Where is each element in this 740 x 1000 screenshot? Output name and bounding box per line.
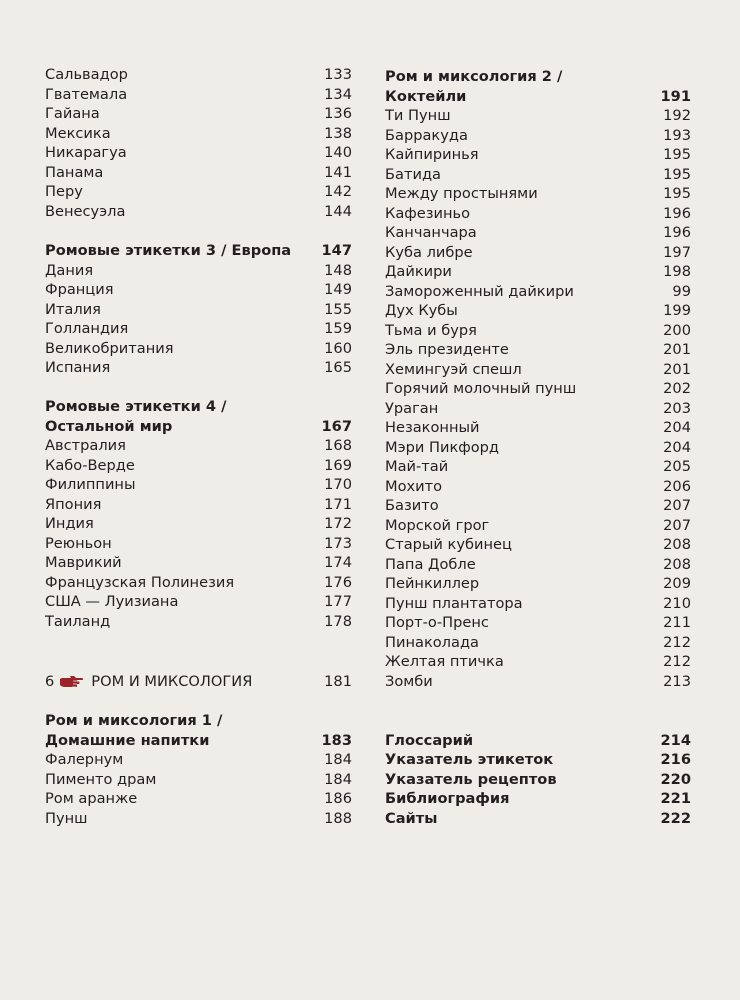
entry-title: Хемингуэй спешл [385, 361, 522, 378]
entry-page: 184 [324, 771, 352, 788]
entry-page: 222 [660, 810, 691, 827]
entry-title: Маврикий [45, 554, 122, 571]
toc-entry[interactable] [45, 750, 352, 770]
toc-section-heading-line1[interactable] [45, 711, 352, 731]
entry-page: 170 [324, 476, 352, 493]
toc-entry[interactable] [385, 613, 691, 633]
entry-title: Италия [45, 301, 101, 318]
entry-page: 165 [324, 359, 352, 376]
entry-title: Венесуэла [45, 203, 126, 220]
toc-entry[interactable] [45, 85, 352, 105]
entry-title: Кабо-Верде [45, 457, 135, 474]
entry-page: 205 [663, 458, 691, 475]
toc-entry[interactable] [45, 770, 352, 790]
entry-title: Барракуда [385, 127, 468, 144]
entry-title: США — Луизиана [45, 593, 179, 610]
entry-page: 209 [663, 575, 691, 592]
entry-title: Индия [45, 515, 94, 532]
toc-entry[interactable] [45, 475, 352, 495]
entry-title: Морской грог [385, 517, 490, 534]
toc-entry[interactable] [385, 652, 691, 672]
toc-backmatter-entry[interactable] [385, 731, 691, 751]
toc-section-heading-line2[interactable] [385, 87, 691, 107]
entry-page: 195 [663, 185, 691, 202]
toc-entry[interactable] [385, 496, 691, 516]
entry-title: Мохито [385, 478, 443, 495]
section-title: Остальной мир [45, 418, 173, 435]
toc-backmatter-entry[interactable] [385, 809, 691, 829]
toc-entry[interactable] [385, 321, 691, 341]
entry-page: 201 [663, 341, 691, 358]
entry-title: Франция [45, 281, 114, 298]
toc-entry[interactable] [385, 360, 691, 380]
toc-entry[interactable] [385, 594, 691, 614]
toc-entry[interactable] [45, 534, 352, 554]
entry-page: 176 [324, 574, 352, 591]
entry-page: 174 [324, 554, 352, 571]
toc-entry[interactable] [45, 436, 352, 456]
entry-page: 207 [663, 517, 691, 534]
section-page: 183 [321, 732, 352, 749]
entry-title: Кафезиньо [385, 205, 471, 222]
entry-page: 168 [324, 437, 352, 454]
entry-page: 133 [324, 66, 352, 83]
toc-entry[interactable] [385, 243, 691, 263]
toc-entry[interactable] [45, 809, 352, 829]
entry-title: Порт-о-Пренс [385, 614, 489, 631]
entry-title: Филиппины [45, 476, 136, 493]
entry-page: 207 [663, 497, 691, 514]
toc-entry[interactable] [385, 282, 691, 302]
entry-page: 212 [663, 634, 691, 651]
entry-title: Великобритания [45, 340, 174, 357]
entry-page: 173 [324, 535, 352, 552]
toc-entry[interactable] [385, 301, 691, 321]
entry-page: 193 [663, 127, 691, 144]
entry-title: Сальвадор [45, 66, 128, 83]
entry-page: 177 [324, 593, 352, 610]
toc-entry[interactable] [385, 145, 691, 165]
entry-page: 188 [324, 810, 352, 827]
entry-page: 178 [324, 613, 352, 630]
entry-title: Горячий молочный пунш [385, 380, 577, 397]
entry-page: 199 [663, 302, 691, 319]
entry-title: Пименто драм [45, 771, 157, 788]
toc-entry[interactable] [45, 514, 352, 534]
entry-page: 195 [663, 146, 691, 163]
entry-title: Папа Добле [385, 556, 476, 573]
toc-section-heading-line2[interactable] [45, 417, 352, 437]
entry-title: Старый кубинец [385, 536, 512, 553]
section-title: Ром и миксология 1 / [45, 712, 223, 729]
toc-entry[interactable] [45, 553, 352, 573]
entry-page: 197 [663, 244, 691, 261]
entry-title: Гватемала [45, 86, 128, 103]
pointing-hand-icon [59, 674, 85, 695]
entry-title: Никарагуа [45, 144, 127, 161]
entry-page: 204 [663, 439, 691, 456]
entry-title: Батида [385, 166, 441, 183]
entry-title: Замороженный дайкири [385, 283, 574, 300]
toc-entry[interactable] [385, 633, 691, 653]
toc-entry[interactable] [45, 358, 352, 378]
entry-title: Гайана [45, 105, 100, 122]
toc-entry[interactable] [385, 418, 691, 438]
toc-entry[interactable] [45, 612, 352, 632]
toc-entry[interactable] [45, 789, 352, 809]
entry-title: Эль президенте [385, 341, 509, 358]
toc-entry[interactable] [45, 495, 352, 515]
entry-page: 184 [324, 751, 352, 768]
entry-title: Зомби [385, 673, 433, 690]
section-title: Ром и миксология 2 / [385, 68, 563, 85]
entry-title: Тьма и буря [385, 322, 477, 339]
entry-title: Голландия [45, 320, 129, 337]
chapter-number: 6 [45, 673, 55, 690]
toc-section-heading-line1[interactable] [45, 397, 352, 417]
entry-page: 169 [324, 457, 352, 474]
section-title: Коктейли [385, 88, 467, 105]
entry-page: 216 [660, 751, 691, 768]
entry-title: Указатель этикеток [385, 751, 554, 768]
entry-page: 99 [672, 283, 691, 300]
toc-section-heading[interactable] [45, 241, 352, 261]
toc-section-heading-line1[interactable] [385, 67, 691, 87]
toc-entry[interactable] [385, 340, 691, 360]
toc-entry[interactable] [385, 106, 691, 126]
toc-backmatter-entry[interactable] [385, 770, 691, 790]
entry-title: Сайты [385, 810, 438, 827]
chapter-page: 181 [324, 673, 352, 690]
entry-title: Канчанчара [385, 224, 477, 241]
entry-title: Французская Полинезия [45, 574, 235, 591]
toc-entry[interactable] [45, 280, 352, 300]
entry-page: 201 [663, 361, 691, 378]
entry-page: 142 [324, 183, 352, 200]
toc-entry[interactable] [45, 300, 352, 320]
toc-entry[interactable] [385, 535, 691, 555]
entry-page: 202 [663, 380, 691, 397]
chapter-title: РОМ И МИКСОЛОГИЯ [91, 673, 253, 690]
toc-entry[interactable] [385, 672, 691, 692]
entry-title: Дания [45, 262, 94, 279]
entry-page: 186 [324, 790, 352, 807]
entry-page: 171 [324, 496, 352, 513]
entry-page: 198 [663, 263, 691, 280]
entry-title: Панама [45, 164, 104, 181]
toc-entry[interactable] [385, 379, 691, 399]
entry-title: Реюньон [45, 535, 112, 552]
entry-page: 140 [324, 144, 352, 161]
entry-title: Перу [45, 183, 83, 200]
entry-title: Библиография [385, 790, 510, 807]
section-title: Домашние напитки [45, 732, 210, 749]
entry-page: 192 [663, 107, 691, 124]
toc-entry[interactable] [385, 223, 691, 243]
entry-page: 211 [663, 614, 691, 631]
entry-page: 141 [324, 164, 352, 181]
entry-page: 196 [663, 205, 691, 222]
entry-title: Мэри Пикфорд [385, 439, 500, 456]
toc-entry[interactable] [45, 573, 352, 593]
toc-section-heading-line2[interactable] [45, 731, 352, 751]
entry-page: 195 [663, 166, 691, 183]
entry-title: Таиланд [45, 613, 111, 630]
toc-entry[interactable] [45, 261, 352, 281]
entry-title: Незаконный [385, 419, 480, 436]
toc-entry[interactable] [45, 182, 352, 202]
entry-page: 155 [324, 301, 352, 318]
entry-page: 212 [663, 653, 691, 670]
section-title: Ромовые этикетки 3 / Европа [45, 242, 292, 259]
entry-page: 206 [663, 478, 691, 495]
entry-page: 200 [663, 322, 691, 339]
section-title: Ромовые этикетки 4 / [45, 398, 227, 415]
entry-title: Пейнкиллер [385, 575, 480, 592]
toc-entry[interactable] [385, 126, 691, 146]
entry-title: Дух Кубы [385, 302, 458, 319]
toc-entry[interactable] [385, 165, 691, 185]
entry-title: Базито [385, 497, 439, 514]
entry-title: Пунш [45, 810, 88, 827]
entry-title: Ром аранже [45, 790, 138, 807]
entry-page: 203 [663, 400, 691, 417]
entry-page: 149 [324, 281, 352, 298]
entry-page: 136 [324, 105, 352, 122]
entry-title: Ураган [385, 400, 439, 417]
toc-entry[interactable] [45, 124, 352, 144]
toc-entry[interactable] [45, 143, 352, 163]
toc-entry[interactable] [385, 438, 691, 458]
entry-page: 196 [663, 224, 691, 241]
entry-title: Ти Пунш [385, 107, 451, 124]
entry-title: Указатель рецептов [385, 771, 557, 788]
section-page: 191 [660, 88, 691, 105]
toc-entry[interactable] [385, 184, 691, 204]
entry-page: 148 [324, 262, 352, 279]
entry-title: Пинаколада [385, 634, 479, 651]
entry-title: Глоссарий [385, 732, 474, 749]
toc-entry[interactable] [385, 555, 691, 575]
toc-entry[interactable] [45, 163, 352, 183]
entry-page: 220 [660, 771, 691, 788]
entry-page: 172 [324, 515, 352, 532]
toc-entry[interactable] [45, 202, 352, 222]
toc-entry[interactable] [45, 104, 352, 124]
entry-title: Дайкири [385, 263, 452, 280]
toc-backmatter-entry[interactable] [385, 750, 691, 770]
entry-page: 208 [663, 556, 691, 573]
entry-page: 204 [663, 419, 691, 436]
entry-page: 208 [663, 536, 691, 553]
entry-title: Желтая птичка [385, 653, 504, 670]
entry-title: Между простынями [385, 185, 538, 202]
entry-title: Мексика [45, 125, 111, 142]
toc-entry[interactable] [385, 457, 691, 477]
entry-title: Куба либре [385, 244, 473, 261]
toc-entry[interactable] [385, 477, 691, 497]
entry-page: 144 [324, 203, 352, 220]
entry-page: 221 [660, 790, 691, 807]
toc-entry[interactable] [45, 339, 352, 359]
toc-chapter[interactable] [45, 672, 352, 692]
entry-page: 214 [660, 732, 691, 749]
entry-title: Австралия [45, 437, 126, 454]
toc-entry[interactable] [385, 262, 691, 282]
toc-backmatter-entry[interactable] [385, 789, 691, 809]
entry-title: Испания [45, 359, 111, 376]
entry-page: 210 [663, 595, 691, 612]
toc-entry[interactable] [385, 574, 691, 594]
section-page: 167 [321, 418, 352, 435]
toc-entry[interactable] [45, 65, 352, 85]
entry-page: 160 [324, 340, 352, 357]
section-page: 147 [321, 242, 352, 259]
entry-title: Кайпиринья [385, 146, 479, 163]
entry-title: Пунш плантатора [385, 595, 523, 612]
toc-entry[interactable] [45, 319, 352, 339]
entry-title: Япония [45, 496, 102, 513]
entry-page: 134 [324, 86, 352, 103]
toc-entry[interactable] [45, 456, 352, 476]
entry-page: 213 [663, 673, 691, 690]
entry-title: Фалернум [45, 751, 124, 768]
toc-entry[interactable] [385, 204, 691, 224]
toc-entry[interactable] [45, 592, 352, 612]
toc-entry[interactable] [385, 399, 691, 419]
toc-entry[interactable] [385, 516, 691, 536]
entry-page: 138 [324, 125, 352, 142]
entry-title: Май-тай [385, 458, 449, 475]
entry-page: 159 [324, 320, 352, 337]
